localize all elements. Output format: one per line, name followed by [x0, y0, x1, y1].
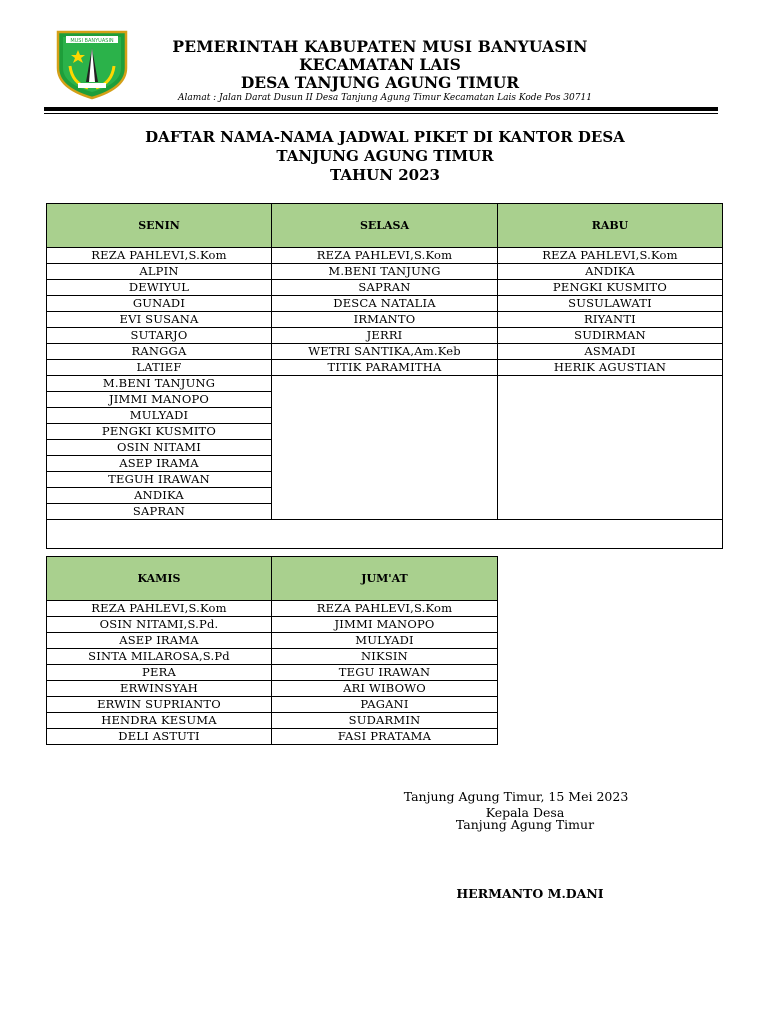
table-cell-senin: M.BENI TANJUNG [47, 376, 272, 392]
table-cell-jumat: MULYADI [272, 633, 498, 649]
table-cell-senin: DEWIYUL [47, 280, 272, 296]
table-cell-senin: ALPIN [47, 264, 272, 280]
table-cell-rabu: SUSULAWATI [498, 296, 723, 312]
table-cell-rabu: RIYANTI [498, 312, 723, 328]
table-cell-selasa: REZA PAHLEVI,S.Kom [272, 248, 498, 264]
table-cell-senin: SUTARJO [47, 328, 272, 344]
table-cell-selasa: SAPRAN [272, 280, 498, 296]
table-cell-jumat: NIKSIN [272, 649, 498, 665]
table-cell-jumat: SUDARMIN [272, 713, 498, 729]
schedule-table-top [46, 203, 723, 549]
table-cell-kamis: REZA PAHLEVI,S.Kom [47, 601, 272, 617]
table-cell-senin: PENGKI KUSMITO [47, 424, 272, 440]
table-cell-kamis: HENDRA KESUMA [47, 713, 272, 729]
signatory-name: HERMANTO M.DANI [456, 886, 604, 901]
table-cell-senin: SAPRAN [47, 504, 272, 520]
table-cell-selasa: WETRI SANTIKA,Am.Keb [272, 344, 498, 360]
table-cell-rabu: SUDIRMAN [498, 328, 723, 344]
empty-cell-rabu [498, 376, 723, 520]
table-cell-senin: MULYADI [47, 408, 272, 424]
table-cell-jumat: JIMMI MANOPO [272, 617, 498, 633]
empty-cell-selasa [272, 376, 498, 520]
doc-title-line3: TAHUN 2023 [330, 166, 440, 184]
day-header-jumat: JUM'AT [272, 557, 498, 601]
table-cell-rabu: ASMADI [498, 344, 723, 360]
doc-title-line2: TANJUNG AGUNG TIMUR [276, 147, 494, 165]
table-cell-kamis: DELI ASTUTI [47, 729, 272, 745]
signature-village: Tanjung Agung Timur [455, 817, 595, 832]
regency-logo [52, 28, 132, 100]
day-header-selasa: SELASA [272, 204, 498, 248]
table-cell-senin: REZA PAHLEVI,S.Kom [47, 248, 272, 264]
signature-position: Kepala Desa [485, 805, 565, 820]
village-name: DESA TANJUNG AGUNG TIMUR [240, 73, 520, 92]
regency-name: PEMERINTAH KABUPATEN MUSI BANYUASIN [172, 37, 588, 56]
table-cell-kamis: ASEP IRAMA [47, 633, 272, 649]
table-cell-rabu: HERIK AGUSTIAN [498, 360, 723, 376]
day-header-kamis: KAMIS [47, 557, 272, 601]
table-cell-selasa: M.BENI TANJUNG [272, 264, 498, 280]
doc-title-line1: DAFTAR NAMA-NAMA JADWAL PIKET DI KANTOR DESA [145, 128, 625, 146]
day-header-rabu: RABU [498, 204, 723, 248]
table-cell-kamis: OSIN NITAMI,S.Pd. [47, 617, 272, 633]
schedule-table-bottom [46, 556, 498, 745]
table-cell-jumat: FASI PRATAMA [272, 729, 498, 745]
table-cell-jumat: ARI WIBOWO [272, 681, 498, 697]
table-cell-kamis: SINTA MILAROSA,S.Pd [47, 649, 272, 665]
table-cell-senin: RANGGA [47, 344, 272, 360]
table-cell-senin: LATIEF [47, 360, 272, 376]
table-cell-selasa: TITIK PARAMITHA [272, 360, 498, 376]
table-cell-jumat: TEGU IRAWAN [272, 665, 498, 681]
header-rule-thick [44, 107, 718, 111]
table-cell-senin: JIMMI MANOPO [47, 392, 272, 408]
table-cell-selasa: DESCA NATALIA [272, 296, 498, 312]
table-cell-senin: TEGUH IRAWAN [47, 472, 272, 488]
table-cell-kamis: ERWINSYAH [47, 681, 272, 697]
district-name: KECAMATAN LAIS [299, 55, 461, 74]
table-cell-rabu: REZA PAHLEVI,S.Kom [498, 248, 723, 264]
table-cell-senin: OSIN NITAMI [47, 440, 272, 456]
header-rule-thin [44, 113, 718, 114]
address-line: Alamat : Jalan Darat Dusun II Desa Tanjung Agung Timur Kecamatan Lais Kode Pos 30711 [178, 93, 592, 103]
table-cell-kamis: ERWIN SUPRIANTO [47, 697, 272, 713]
table-spacer-row [47, 520, 723, 549]
table-cell-rabu: PENGKI KUSMITO [498, 280, 723, 296]
table-cell-selasa: JERRI [272, 328, 498, 344]
table-cell-senin: EVI SUSANA [47, 312, 272, 328]
table-cell-rabu: ANDIKA [498, 264, 723, 280]
table-cell-senin: GUNADI [47, 296, 272, 312]
table-cell-selasa: IRMANTO [272, 312, 498, 328]
table-cell-senin: ASEP IRAMA [47, 456, 272, 472]
table-cell-senin: ANDIKA [47, 488, 272, 504]
day-header-senin: SENIN [47, 204, 272, 248]
table-cell-jumat: PAGANI [272, 697, 498, 713]
table-cell-kamis: PERA [47, 665, 272, 681]
signature-place-date: Tanjung Agung Timur, 15 Mei 2023 [403, 789, 629, 804]
table-cell-jumat: REZA PAHLEVI,S.Kom [272, 601, 498, 617]
logo-text: MUSI BANYUASIN [70, 38, 114, 44]
